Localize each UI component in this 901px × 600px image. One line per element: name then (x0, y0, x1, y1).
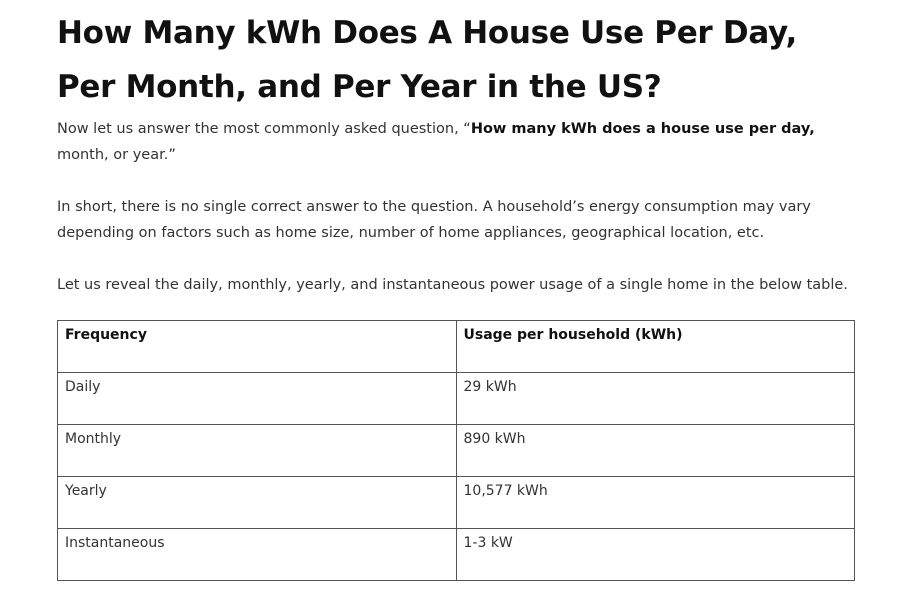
table-row (58, 529, 855, 581)
frequency-cell: Instantaneous (58, 529, 457, 581)
table-header-row (58, 321, 855, 373)
usage-table (57, 320, 855, 581)
frequency-cell: Monthly (58, 425, 457, 477)
table-row (58, 425, 855, 477)
table-row (58, 373, 855, 425)
frequency-cell: Yearly (58, 477, 457, 529)
article-heading: How Many kWh Does A House Use Per Day, Per Month, and Per Year in the US? (57, 15, 797, 105)
intro-bold-question: How many kWh does a house use per day, (470, 121, 815, 137)
intro-paragraph (57, 116, 857, 168)
header-usage: Usage per household (kWh) (456, 321, 855, 373)
table-row (58, 477, 855, 529)
explanation-paragraph: In short, there is no single correct answer to the question. A household’s energy consumption may vary depending on factors such as home size, number of home appliances, geographical location, etc. (57, 199, 811, 241)
intro-tail-text: month, or year.” (57, 147, 176, 163)
usage-cell: 890 kWh (456, 425, 855, 477)
usage-cell: 29 kWh (456, 373, 855, 425)
usage-cell: 10,577 kWh (456, 477, 855, 529)
intro-lead-text: Now let us answer the most commonly asked question, “ (57, 121, 471, 137)
header-frequency: Frequency (58, 321, 457, 373)
table-intro-paragraph: Let us reveal the daily, monthly, yearly, and instantaneous power usage of a single home in the below table. (57, 277, 848, 293)
usage-cell: 1-3 kW (456, 529, 855, 581)
frequency-cell: Daily (58, 373, 457, 425)
article-body (57, 6, 857, 551)
